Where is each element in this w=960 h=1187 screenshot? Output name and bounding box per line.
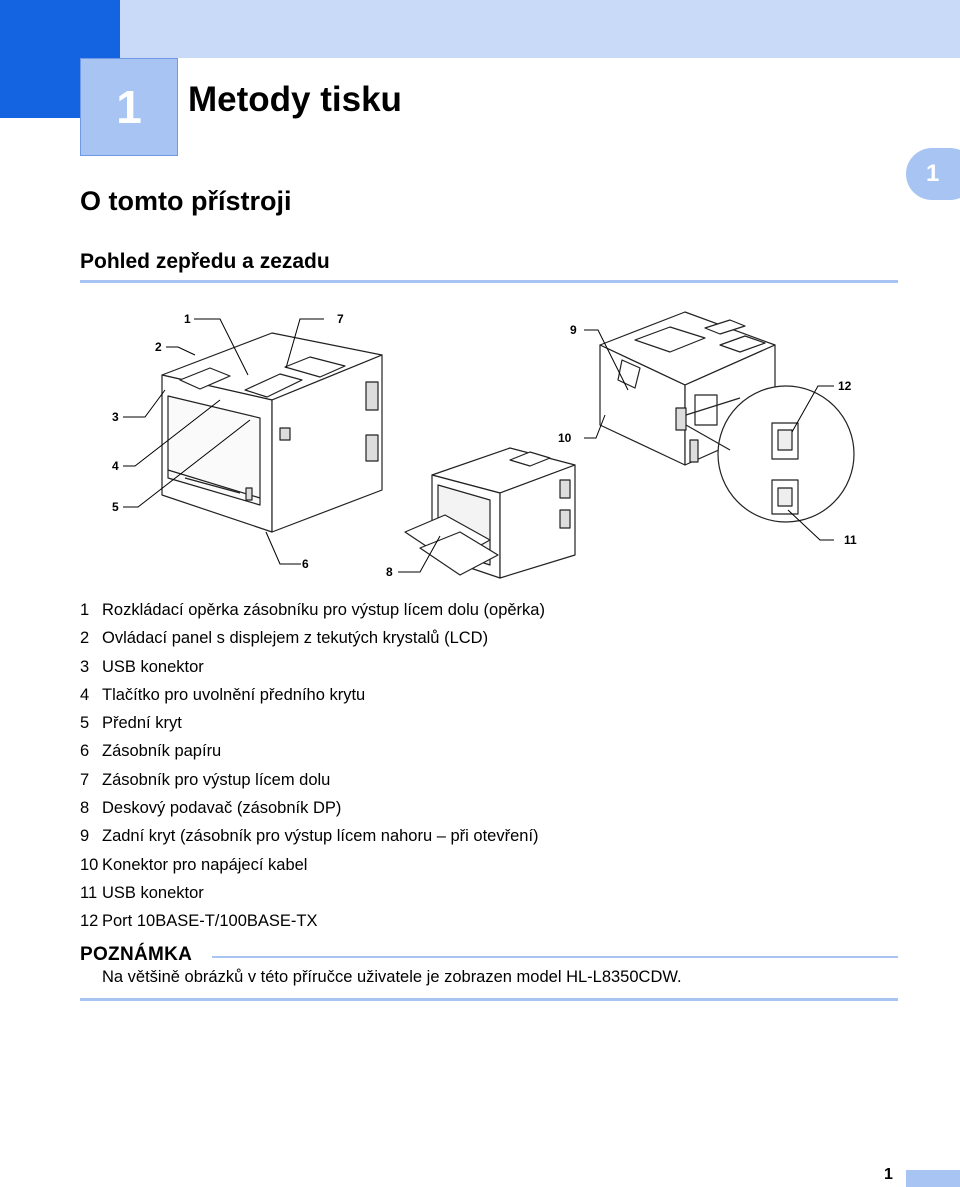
callout-3: 3	[112, 410, 119, 424]
list-item	[80, 596, 545, 624]
callout-10: 10	[558, 431, 572, 445]
list-item	[80, 879, 545, 907]
list-item	[80, 907, 545, 935]
list-item-number: 1	[80, 601, 90, 619]
list-item-text: Tlačítko pro uvolnění předního krytu	[102, 685, 366, 704]
list-item-number: 4	[80, 685, 90, 704]
list-item-number: 7	[80, 770, 90, 789]
list-item-number: 11	[80, 883, 98, 902]
list-item	[80, 653, 545, 681]
subsection-rule	[80, 280, 898, 283]
note-heading: POZNÁMKA	[80, 944, 193, 965]
callout-7: 7	[337, 312, 344, 326]
list-item	[80, 766, 545, 794]
front-printer-illustration	[162, 333, 382, 532]
callout-2: 2	[155, 340, 162, 354]
list-item-text: Konektor pro napájecí kabel	[102, 855, 308, 874]
page-number-tab	[906, 1170, 960, 1187]
parts-legend	[80, 596, 545, 936]
list-item	[80, 709, 545, 737]
list-item	[80, 822, 545, 850]
subsection-title: Pohled zepředu a zezadu	[80, 250, 330, 273]
chapter-number: 1	[116, 81, 142, 133]
list-item-text: Deskový podavač (zásobník DP)	[102, 799, 342, 818]
note-text: Na většině obrázků v této příručce uživatele je zobrazen model HL-L8350CDW.	[102, 968, 682, 986]
callout-12: 12	[838, 379, 852, 393]
callout-9: 9	[570, 323, 577, 337]
note-rule-top	[212, 956, 898, 958]
callout-4: 4	[112, 459, 119, 473]
section-title: O tomto přístroji	[80, 186, 292, 216]
list-item	[80, 851, 545, 879]
list-item	[80, 794, 545, 822]
callout-11: 11	[844, 533, 857, 547]
list-item	[80, 737, 545, 765]
list-item-text: Zadní kryt (zásobník pro výstup lícem nahoru – při otevření)	[102, 827, 539, 846]
open-printer-illustration	[405, 448, 575, 578]
list-item-text: Rozkládací opěrka zásobníku pro výstup lícem dolu (opěrka)	[102, 601, 545, 619]
page-number: 1	[884, 1166, 893, 1183]
note-rule-bottom	[80, 998, 898, 1001]
list-item-number: 10	[80, 855, 99, 874]
list-item-number: 5	[80, 714, 90, 733]
list-item-text: Zásobník pro výstup lícem dolu	[102, 770, 331, 789]
chapter-side-tab[interactable]	[906, 148, 960, 200]
list-item-number: 3	[80, 657, 90, 676]
list-item-number: 6	[80, 742, 90, 761]
callout-6: 6	[302, 557, 309, 571]
list-item-text: Ovládací panel s displejem z tekutých krystalů (LCD)	[102, 629, 489, 648]
chapter-title: Metody tisku	[188, 80, 402, 119]
list-item-number: 8	[80, 799, 90, 818]
list-item-text: Port 10BASE-T/100BASE-TX	[102, 912, 318, 931]
list-item-text: Přední kryt	[102, 714, 182, 733]
callout-5: 5	[112, 500, 119, 514]
callout-8: 8	[386, 565, 393, 579]
list-item-number: 2	[80, 629, 90, 648]
callout-1: 1	[184, 312, 191, 326]
list-item-text: USB konektor	[102, 657, 204, 676]
rear-printer-illustration	[600, 312, 854, 522]
list-item-number: 9	[80, 827, 90, 846]
side-tab-number: 1	[926, 160, 940, 187]
list-item-number: 12	[80, 912, 99, 931]
chapter-number-box	[80, 58, 178, 156]
printer-diagram	[80, 300, 898, 590]
list-item	[80, 624, 545, 652]
list-item	[80, 681, 545, 709]
list-item-text: USB konektor	[102, 883, 204, 902]
list-item-text: Zásobník papíru	[102, 742, 222, 761]
header-band	[0, 0, 960, 58]
